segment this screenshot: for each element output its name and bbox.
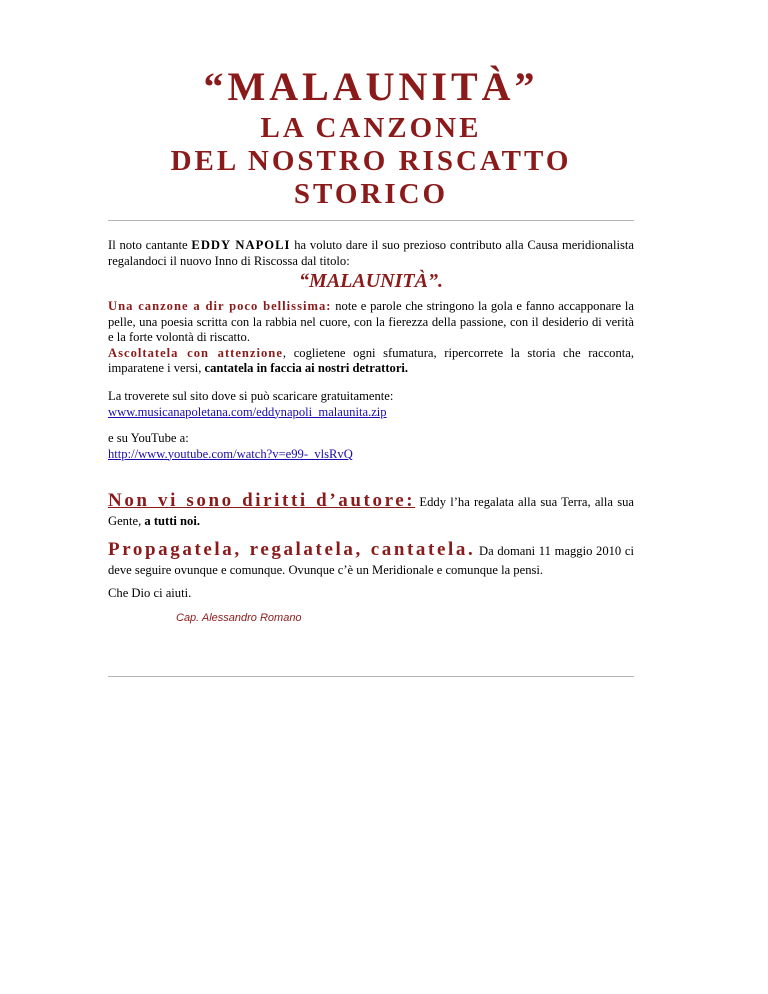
- song-title: “MALAUNITÀ”.: [299, 270, 443, 292]
- description-text-2: , coglietene ogni sfumatura, ripercorrete la storia che racconta, imparatene i versi,: [108, 345, 634, 375]
- page-title: “MALAUNITÀ”: [203, 64, 539, 109]
- download-text: La troverete sul sito dove si può scaricare gratuitamente:: [108, 389, 394, 403]
- intro-text-after: ha voluto dare il suo prezioso contributo alla Causa meridionalista regalandoci il nuovo Inno di Riscossa dal titolo:: [108, 238, 634, 268]
- description-paragraph: [108, 299, 634, 377]
- top-divider: [108, 220, 634, 221]
- description-lead-2: Ascoltatela con attenzione: [108, 345, 283, 360]
- subtitle-line-3: STORICO: [293, 178, 449, 210]
- rights-bold-end: a tutti noi.: [144, 514, 201, 528]
- closing-line: Che Dio ci aiuti.: [108, 586, 192, 600]
- youtube-text: e su YouTube a:: [108, 431, 189, 445]
- download-paragraph: [108, 389, 634, 420]
- youtube-paragraph: [108, 431, 634, 462]
- signature: Cap. Alessandro Romano: [176, 612, 302, 624]
- subtitle-line-1: LA CANZONE: [260, 112, 482, 144]
- intro-paragraph: [108, 238, 634, 292]
- singer-name: EDDY NAPOLI: [191, 238, 291, 252]
- spread-text: Da domani 11 maggio 2010 ci deve seguire ovunque e comunque. Ovunque c’è un Meridionale e comunque la pensi.: [108, 544, 634, 577]
- intro-text-before: Il noto cantante: [108, 238, 192, 252]
- rights-paragraph: [108, 491, 634, 531]
- download-link[interactable]: www.musicanapoletana.com/eddynapoli_malaunita.zip: [108, 404, 387, 419]
- description-lead: Una canzone a dir poco bellissima:: [108, 299, 332, 313]
- subtitle-line-2: DEL NOSTRO RISCATTO: [170, 145, 572, 177]
- bottom-divider: [108, 676, 634, 677]
- spread-paragraph: [108, 540, 634, 580]
- rights-heading: Non vi sono diritti d’autore:: [108, 490, 416, 511]
- description-text-1: note e parole che stringono la gola e fanno accapponare la pelle, una poesia scritta con la rabbia nel cuore, con la fierezza della passione, con il desiderio di verità e la forte volontà di riscatto.: [108, 299, 634, 344]
- spread-heading: Propagatela, regalatela, cantatela.: [108, 539, 476, 560]
- description-bold-end: cantatela in faccia ai nostri detrattori.: [204, 361, 409, 375]
- rights-text: Eddy l’ha regalata alla sua Terra, alla sua Gente,: [108, 495, 634, 528]
- youtube-link[interactable]: http://www.youtube.com/watch?v=e99-_vlsRvQ: [108, 446, 353, 461]
- title-block: [108, 62, 634, 211]
